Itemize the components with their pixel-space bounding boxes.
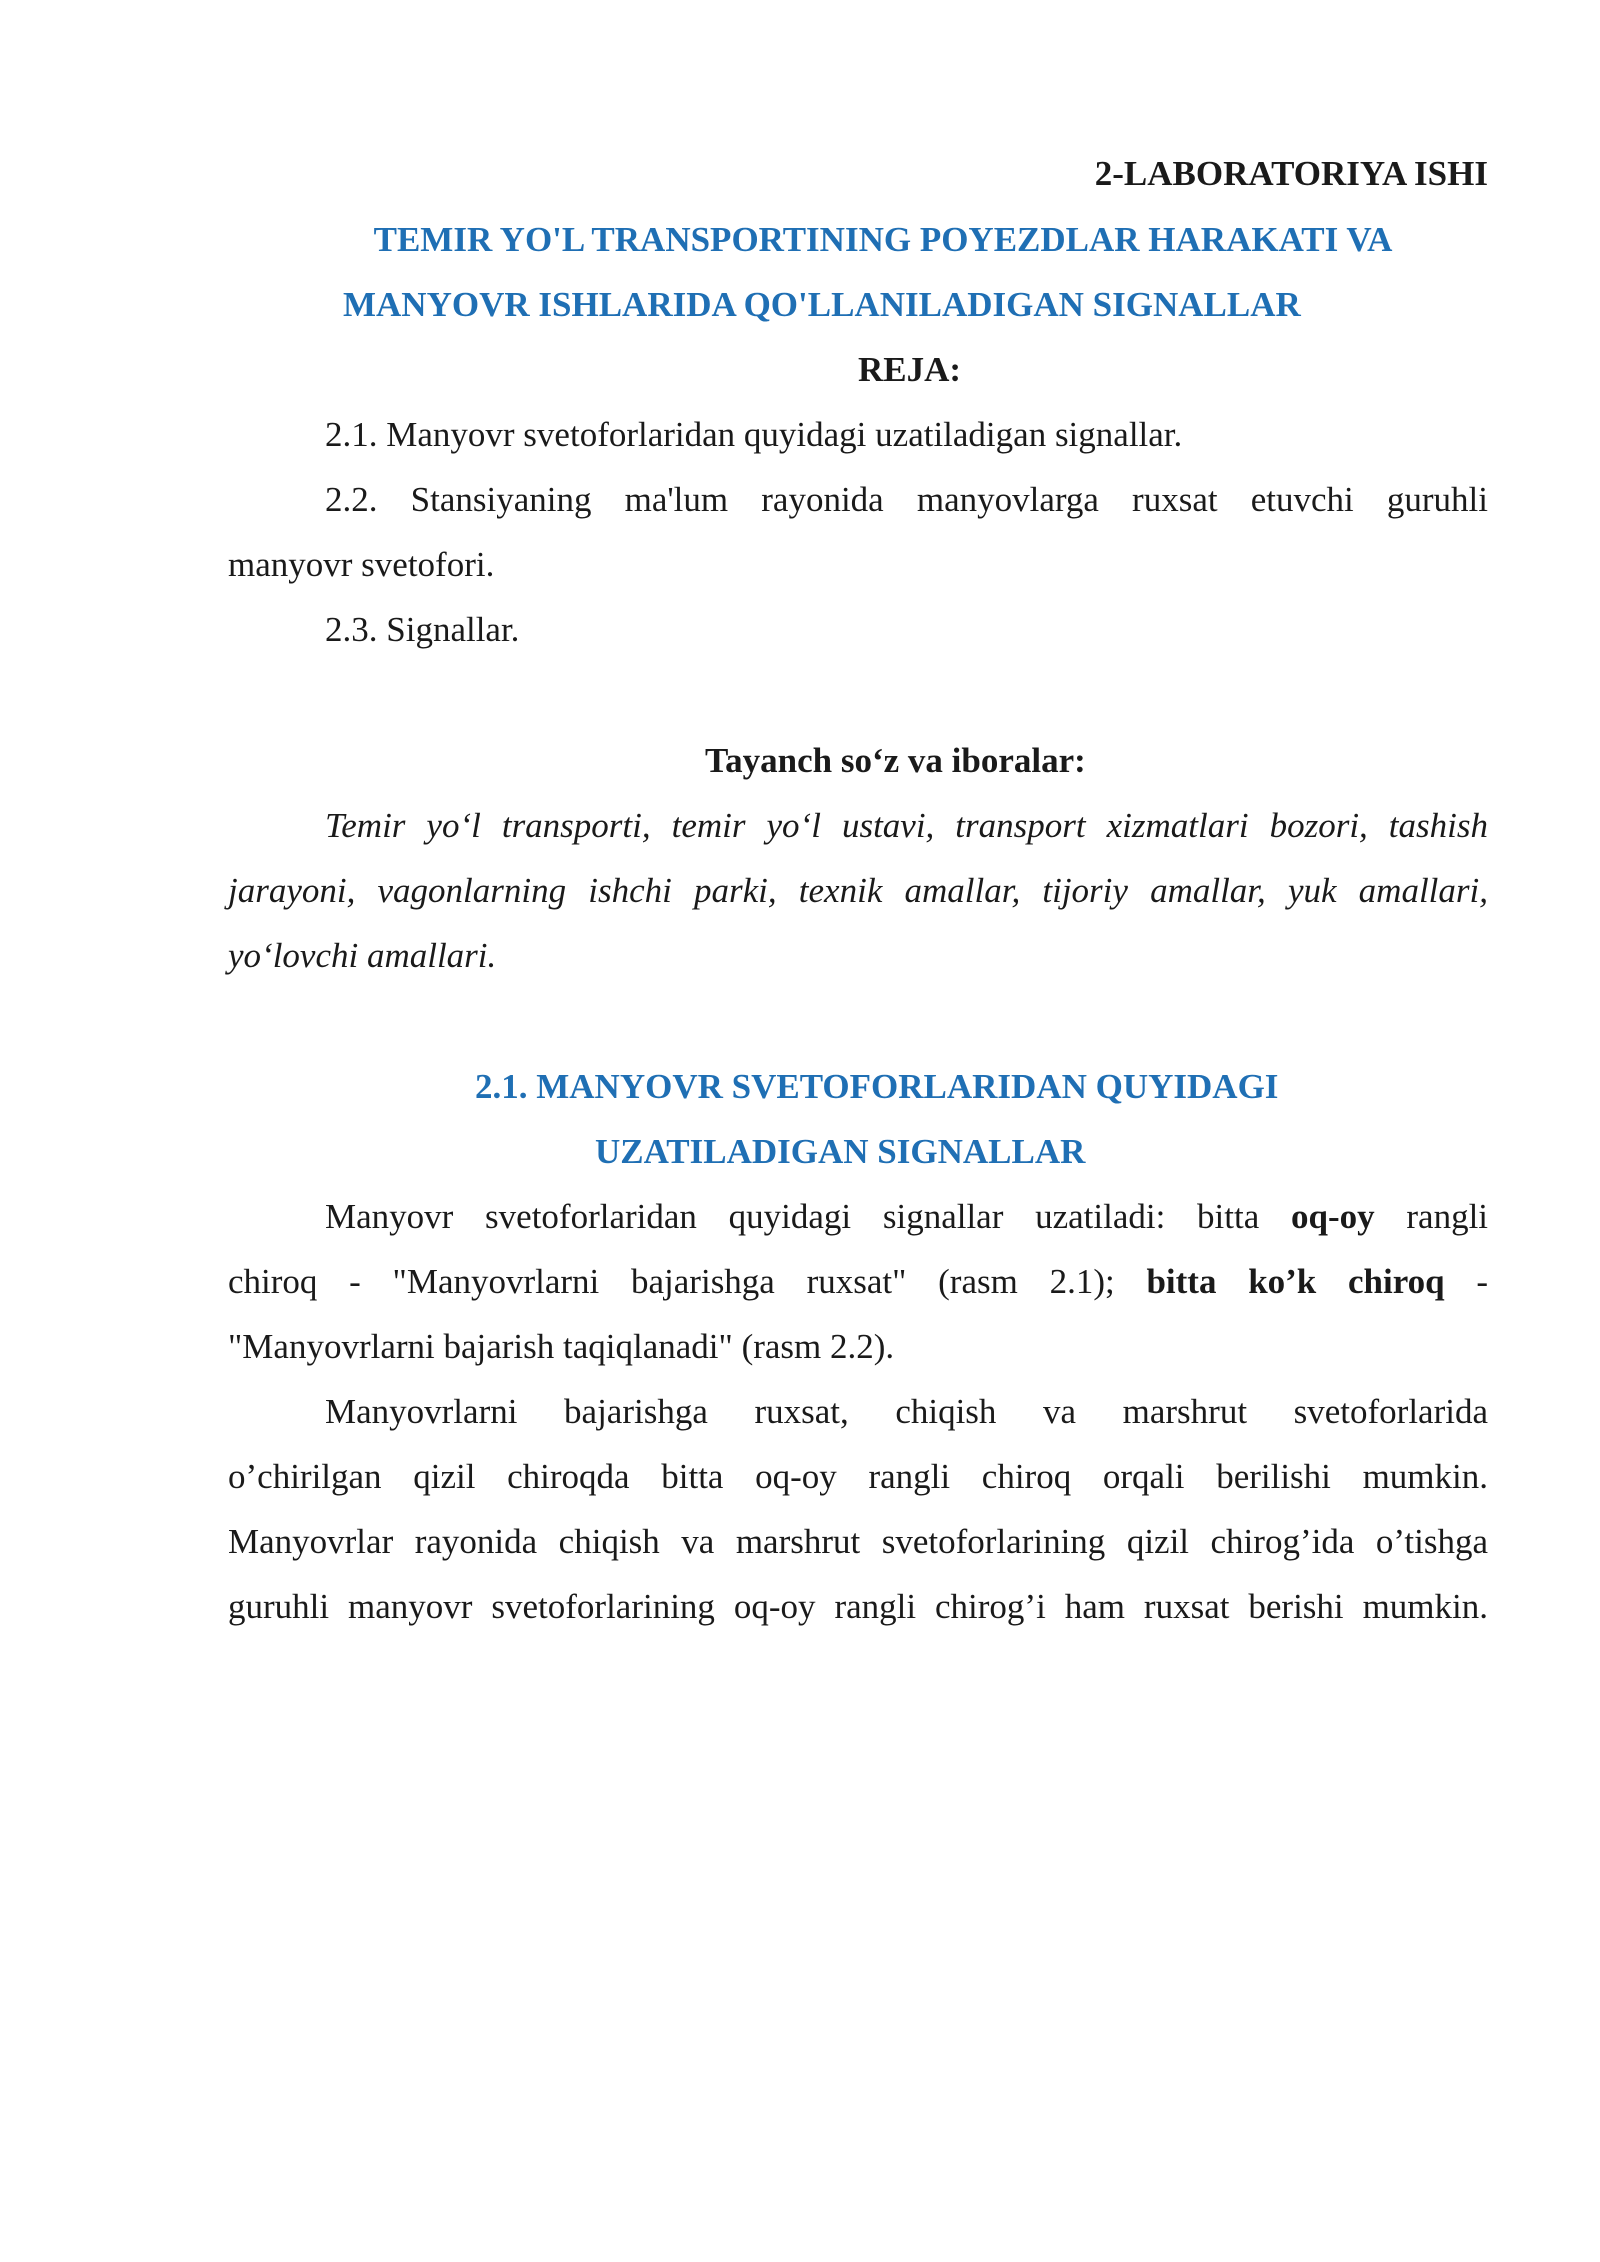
paragraph-2-line4: guruhli manyovr svetoforlarining oq-oy rangli chirog’i ham ruxsat berishi mumkin.	[228, 1587, 1488, 1626]
paragraph-2-line1: Manyovrlarni bajarishga ruxsat, chiqish va marshrut svetoforlarida	[325, 1392, 1488, 1431]
p1-text-c: rangli	[1406, 1197, 1489, 1236]
paragraph-1-line3: "Manyovrlarni bajarish taqiqlanadi" (rasm 2.2).	[228, 1327, 895, 1366]
section-heading-line1: 2.1. MANYOVR SVETOFORLARIDAN QUYIDAGI	[475, 1067, 1279, 1106]
keywords-heading: Tayanch so‘z va iboralar:	[705, 741, 1086, 780]
p1-text-a: Manyovr svetoforlaridan quyidagi signallar uzatiladi: bitta	[325, 1197, 1260, 1236]
p1-bold-oq-oy: oq-oy	[1291, 1197, 1375, 1236]
keywords-line3: yo‘lovchi amallari.	[228, 936, 497, 975]
plan-heading: REJA:	[858, 350, 962, 389]
topic-title-line2: MANYOVR ISHLARIDA QO'LLANILADIGAN SIGNALLAR	[343, 285, 1301, 324]
paragraph-2-line2: o’chirilgan qizil chiroqda bitta oq-oy rangli chiroq orqali berilishi mumkin.	[228, 1457, 1488, 1496]
topic-title-line1: TEMIR YO'L TRANSPORTINING POYEZDLAR HARAKATI VA	[373, 220, 1393, 259]
plan-item-1: 2.1. Manyovr svetoforlaridan quyidagi uzatiladigan signallar.	[325, 415, 1183, 454]
paragraph-1-line2	[228, 1260, 1488, 1304]
plan-item-2-line2: manyovr svetofori.	[228, 545, 495, 584]
keywords-line1: Temir yo‘l transporti, temir yo‘l ustavi, transport xizmatlari bozori, tashish	[325, 806, 1488, 845]
keywords-line2: jarayoni, vagonlarning ishchi parki, texnik amallar, tijoriy amallar, yuk amallari,	[228, 871, 1488, 910]
p1-bold-kok-chiroq: bitta ko’k chiroq	[1146, 1262, 1445, 1301]
section-heading-line2: UZATILADIGAN SIGNALLAR	[595, 1132, 1086, 1171]
p1-line2-text-a: chiroq - "Manyovrlarni bajarishga ruxsat" (rasm 2.1);	[228, 1262, 1115, 1301]
p1-line2-dash: -	[1476, 1262, 1489, 1301]
paragraph-2-line3: Manyovrlar rayonida chiqish va marshrut svetoforlarining qizil chirog’ida o’tishga	[228, 1522, 1488, 1561]
lab-title: 2-LABORATORIYA ISHI	[1094, 154, 1488, 193]
paragraph-1-line1	[228, 1195, 1488, 1239]
plan-item-2-line1: 2.2. Stansiyaning ma'lum rayonida manyovlarga ruxsat etuvchi guruhli	[325, 480, 1488, 519]
plan-item-3: 2.3. Signallar.	[325, 610, 520, 649]
